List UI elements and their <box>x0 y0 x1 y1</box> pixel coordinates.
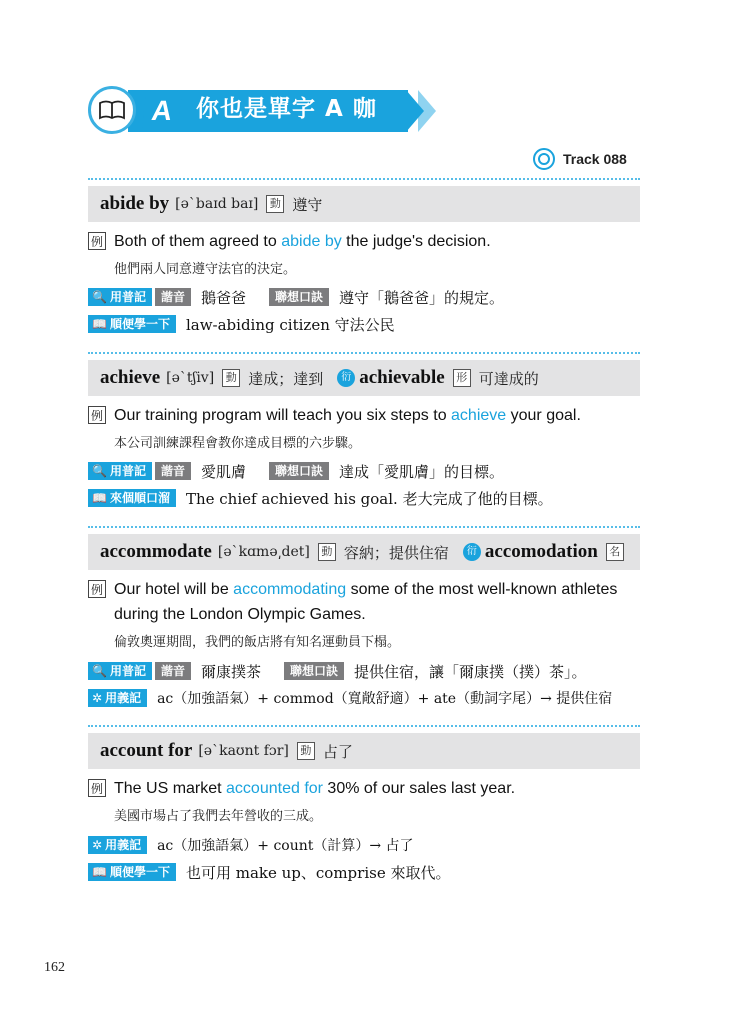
pos-badge: 動 <box>318 543 336 561</box>
derivative-word: accomodation <box>484 541 598 562</box>
extra-tip-row <box>88 862 450 882</box>
memory-tip-row <box>88 287 504 307</box>
example-text: your goal. <box>506 407 581 424</box>
banner-title: 你也是單字 A 咖 <box>196 96 377 122</box>
memory-tag <box>88 288 152 306</box>
entry-headword-bar <box>88 534 640 570</box>
extra-text: law-abiding citizen 守法公民 <box>185 315 395 334</box>
homophone-text: 鵝爸爸 <box>200 288 246 307</box>
example-text: Our hotel will be <box>114 581 234 598</box>
book-icon: 📖 <box>92 865 107 879</box>
etymology-tip-row <box>88 835 414 855</box>
divider <box>88 526 640 528</box>
homophone-tag: 諧音 <box>155 462 191 480</box>
banner-arrow <box>406 90 424 132</box>
example-text: the judge's decision. <box>341 233 491 250</box>
pos-badge: 動 <box>222 369 240 387</box>
example-highlight: abide by <box>281 233 342 250</box>
mnemonic-tag: 聯想口訣 <box>284 662 344 680</box>
example-highlight: accommodating <box>233 581 347 598</box>
divider <box>88 178 640 180</box>
headword: abide by <box>100 193 170 214</box>
memory-tip-row <box>88 461 504 481</box>
mnemonic-text: 達成「愛肌膚」的目標。 <box>339 462 505 481</box>
etymology-tag-label: 用義記 <box>105 838 142 852</box>
extra-tag <box>88 489 176 507</box>
mnemonic-text: 遵守「鵝爸爸」的規定。 <box>339 288 505 307</box>
ipa: [əˋkaʊnt fɔr] <box>198 743 289 759</box>
extra-tag-label: 順便學一下 <box>109 865 170 879</box>
memory-tag-label: 用普記 <box>109 290 146 304</box>
etymology-tag <box>88 836 147 854</box>
meaning: 占了 <box>322 742 353 761</box>
search-icon: 🔍 <box>92 664 107 678</box>
entry-headword-bar <box>88 733 640 769</box>
example-translation: 本公司訓練課程會教你達成目標的六步驟。 <box>114 436 362 451</box>
example-badge: 例 <box>88 406 106 424</box>
meaning: 達成；達到 <box>248 369 324 388</box>
example-highlight: accounted for <box>226 780 323 797</box>
example-badge: 例 <box>88 232 106 250</box>
example-sentence <box>114 403 634 428</box>
derivative-icon: 衍 <box>337 369 355 387</box>
headword: account for <box>100 740 193 761</box>
derivative-word: achievable <box>359 367 445 388</box>
headword: accommodate <box>100 541 212 562</box>
headword: achieve <box>100 367 161 388</box>
memory-tag <box>88 662 152 680</box>
etymology-text: ac（加強語氣）+ count（計算）→ 占了 <box>157 838 414 854</box>
search-icon: 🔍 <box>92 290 107 304</box>
book-icon <box>88 86 136 134</box>
ipa: [əˋtʃiv] <box>166 370 215 386</box>
derivative-icon: 衍 <box>463 543 481 561</box>
memory-tag-label: 用普記 <box>109 464 146 478</box>
memory-tip-row <box>88 661 587 681</box>
ipa: [əˋbaɪd baɪ] <box>175 196 259 212</box>
homophone-text: 愛肌膚 <box>200 462 246 481</box>
homophone-tag: 諧音 <box>155 288 191 306</box>
example-text: 30% of our sales last year. <box>322 780 516 797</box>
book-icon: 📖 <box>92 491 107 505</box>
etymology-tip-row <box>88 688 612 708</box>
divider <box>88 725 640 727</box>
derivative-pos-badge: 形 <box>453 369 471 387</box>
example-sentence <box>114 776 634 801</box>
homophone-tag: 諧音 <box>155 662 191 680</box>
extra-tag <box>88 863 176 881</box>
asterisk-icon: ✲ <box>92 838 103 852</box>
extra-text: 也可用 make up、comprise 來取代。 <box>185 863 451 882</box>
section-banner <box>88 86 438 136</box>
example-translation: 他們兩人同意遵守法官的決定。 <box>114 262 297 277</box>
mnemonic-tag: 聯想口訣 <box>269 462 329 480</box>
extra-tag-label: 順便學一下 <box>109 317 170 331</box>
book-icon: 📖 <box>92 317 107 331</box>
mnemonic-tag: 聯想口訣 <box>269 288 329 306</box>
memory-tag <box>88 462 152 480</box>
example-text: some of the most well-known athletes during the London Olympic Games. <box>114 581 618 623</box>
pos-badge: 動 <box>297 742 315 760</box>
example-text: Our training program will teach you six steps to <box>114 407 452 424</box>
etymology-text: ac（加強語氣）+ commod（寬敞舒適）+ ate（動詞字尾）→ 提供住宿 <box>157 691 613 707</box>
audio-track[interactable] <box>533 146 627 172</box>
example-sentence <box>114 229 634 254</box>
cd-icon <box>533 148 555 170</box>
example-badge: 例 <box>88 779 106 797</box>
meaning: 容納；提供住宿 <box>343 543 449 562</box>
example-text: Both of them agreed to <box>114 233 282 250</box>
banner-letter-badge: A <box>141 91 183 131</box>
mnemonic-text: 提供住宿，讓「爾康撲（撲）茶」。 <box>354 662 587 681</box>
entry-headword-bar <box>88 186 640 222</box>
example-sentence <box>114 577 634 627</box>
asterisk-icon: ✲ <box>92 691 103 705</box>
divider <box>88 352 640 354</box>
homophone-text: 爾康撲茶 <box>200 662 261 681</box>
track-label: Track 088 <box>563 151 627 167</box>
search-icon: 🔍 <box>92 464 107 478</box>
derivative-pos-badge: 名 <box>606 543 624 561</box>
example-translation: 倫敦奧運期間，我們的飯店將有知名運動員下榻。 <box>114 635 401 650</box>
pos-badge: 動 <box>266 195 284 213</box>
extra-tag-label: 來個順口溜 <box>109 491 170 505</box>
etymology-tag-label: 用義記 <box>105 691 142 705</box>
ipa: [əˋkɑmə͵det] <box>217 544 310 560</box>
example-highlight: achieve <box>451 407 507 424</box>
page-number: 162 <box>44 960 65 975</box>
extra-tip-row <box>88 488 553 508</box>
meaning: 遵守 <box>292 195 323 214</box>
example-badge: 例 <box>88 580 106 598</box>
etymology-tag <box>88 689 147 707</box>
example-translation: 美國市場占了我們去年營收的三成。 <box>114 809 323 824</box>
extra-text: The chief achieved his goal. 老大完成了他的目標。 <box>185 489 553 508</box>
extra-tag <box>88 315 176 333</box>
entry-headword-bar <box>88 360 640 396</box>
memory-tag-label: 用普記 <box>109 664 146 678</box>
extra-tip-row <box>88 314 395 334</box>
derivative-meaning: 可達成的 <box>478 369 539 388</box>
example-text: The US market <box>114 780 227 797</box>
